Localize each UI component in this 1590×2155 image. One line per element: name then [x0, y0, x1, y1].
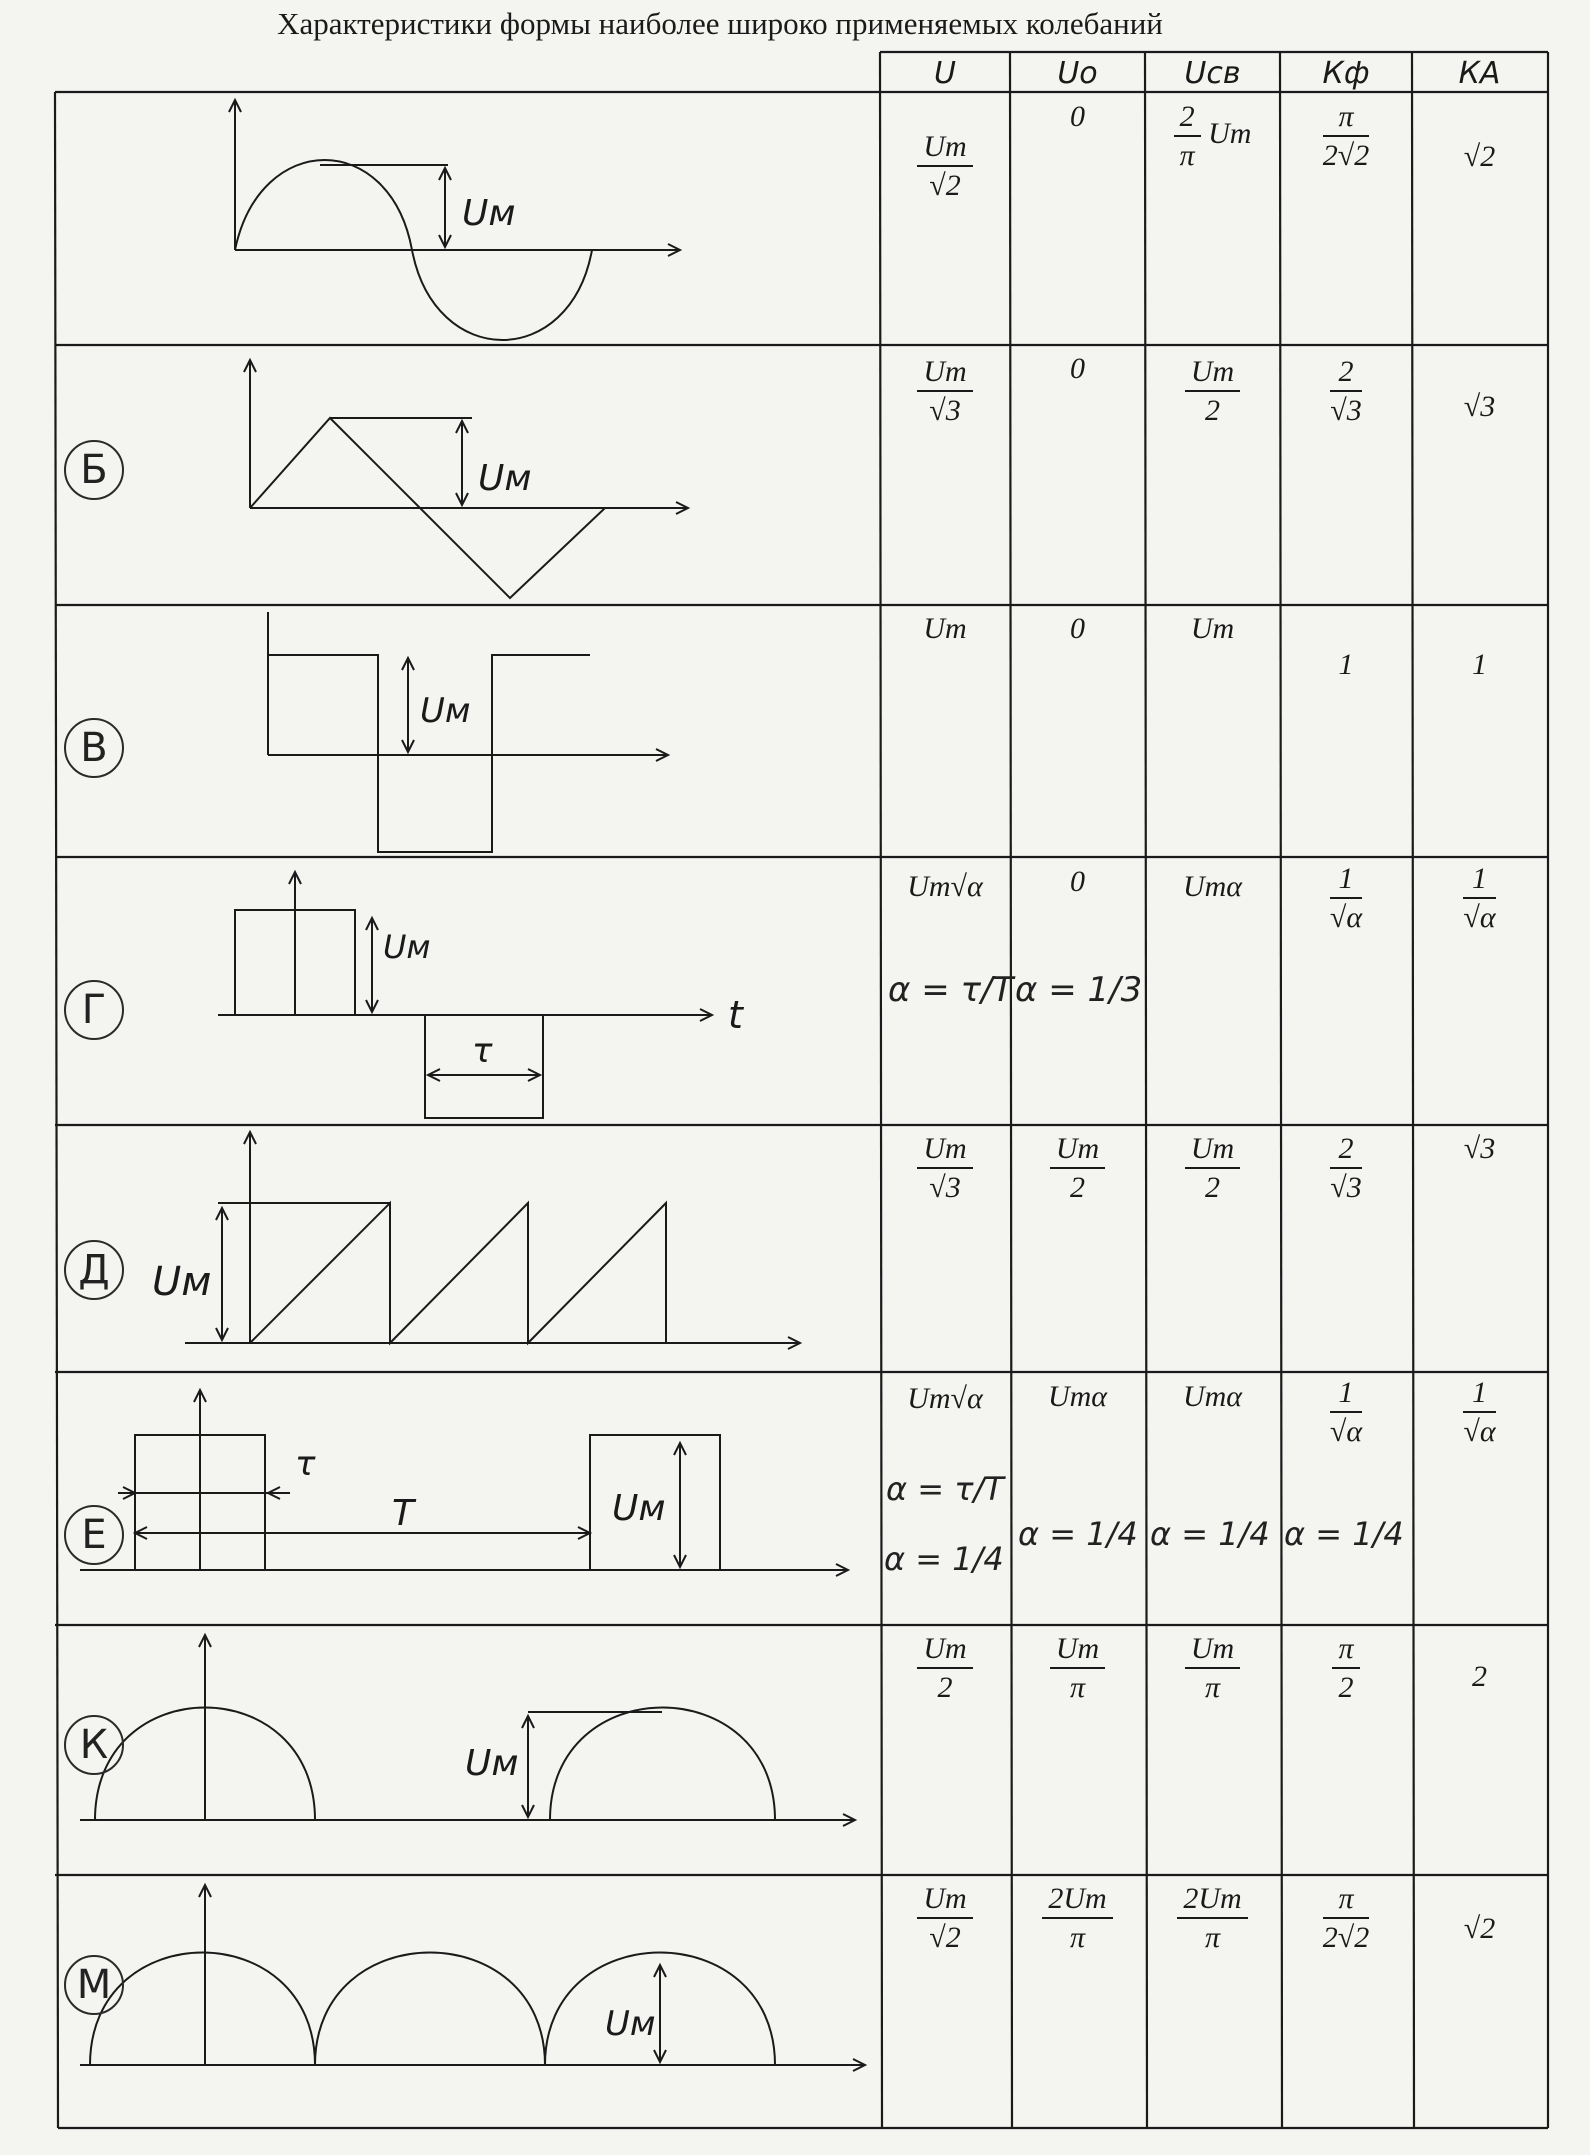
cell-u0-row5: $\frac{Um}{2}$ [1010, 1132, 1145, 1204]
cell-kf-row3: 1 [1338, 648, 1354, 681]
cell-kf-row5: $\frac{2}{√3}$ [1330, 1132, 1362, 1204]
cell-u0-row4: 0 [1070, 865, 1085, 898]
triangle-waveform [244, 360, 688, 598]
cell-u-row6: Um√α [907, 1382, 983, 1415]
alpha-note-u0-row6: α = 1/4 [1018, 1515, 1138, 1553]
sine-waveform [229, 100, 680, 340]
svg-text:Uм: Uм [605, 2004, 656, 2044]
svg-text:Uм: Uм [152, 1259, 212, 1305]
cell-ucv-row1: $\frac{2}{\pi}$ Um [1145, 100, 1280, 172]
cell-ka-row7: 2 [1472, 1660, 1487, 1693]
cell-ucv-row7: $\frac{Um}{\pi}$ [1145, 1632, 1280, 1704]
svg-text:t: t [728, 993, 743, 1037]
header-u0: Uo [1057, 56, 1098, 91]
svg-text:Uм: Uм [612, 1488, 666, 1529]
svg-text:T: T [392, 1493, 414, 1534]
cell-u-row2: $\frac{Um}{√3}$ [880, 355, 1010, 427]
cell-ucv-row8: $\frac{2Um}{\pi}$ [1145, 1882, 1280, 1954]
cell-ucv-row6: Umα [1182, 1380, 1243, 1413]
cell-u0-row6: Umα [1047, 1380, 1108, 1413]
cell-kf-row8: $\frac{\pi}{2√2}$ [1322, 1882, 1370, 1954]
svg-text:Uм: Uм [383, 928, 431, 966]
cell-u0-row1: 0 [1070, 100, 1085, 133]
row-label-d: Д [64, 1240, 124, 1300]
cell-kf-row7: $\frac{\pi}{2}$ [1280, 1632, 1412, 1704]
alpha-note-ucv-row6: α = 1/4 [1150, 1515, 1270, 1553]
header-u: U [934, 56, 956, 91]
half-wave-waveform [80, 1635, 855, 1826]
svg-text:Uм: Uм [420, 691, 471, 731]
cell-u-row3: Um [923, 612, 967, 645]
cell-ka-row3: 1 [1472, 648, 1487, 681]
row-label-v: В [64, 718, 124, 778]
cell-kf-row2: $\frac{2}{√3}$ [1330, 355, 1362, 427]
header-kf: Кф [1322, 56, 1370, 91]
alpha-note-formula-row6: α = τ/T [886, 1470, 1004, 1508]
svg-text:Uм: Uм [478, 458, 532, 499]
row-label-g: Г [64, 980, 124, 1040]
cell-u-row8: $\frac{Um}{√2}$ [880, 1882, 1010, 1954]
row-label-k: К [64, 1715, 124, 1775]
bipolar-pulse-waveform [218, 872, 745, 1118]
cell-u0-row3: 0 [1070, 612, 1085, 645]
header-ka: КА [1458, 56, 1501, 91]
cell-ucv-row4: Umα [1182, 870, 1243, 903]
cell-ucv-row5: $\frac{Um}{2}$ [1145, 1132, 1280, 1204]
alpha-note-value-row4: α = 1/3 [1015, 970, 1143, 1010]
alpha-note-value-row6: α = 1/4 [884, 1540, 1004, 1578]
full-wave-waveform [80, 1885, 865, 2071]
cell-ucv-row2: $\frac{Um}{2}$ [1145, 355, 1280, 427]
sawtooth-waveform [152, 1132, 800, 1349]
svg-text:Uм: Uм [462, 193, 516, 234]
row-label-b: Б [64, 440, 124, 500]
cell-ka-row5: √3 [1463, 1132, 1496, 1165]
header-ucv: Uсв [1184, 56, 1241, 91]
cell-u0-row2: 0 [1070, 352, 1085, 385]
alpha-note-kf-row6: α = 1/4 [1284, 1515, 1404, 1553]
svg-text:Uм: Uм [465, 1743, 519, 1784]
cell-ka-row4: $\frac{1}{√\alpha}$ [1463, 862, 1496, 934]
alpha-note-formula-row4: α = τ/T [888, 970, 1014, 1010]
row-label-m: М [64, 1955, 124, 2015]
cell-u-row5: $\frac{Um}{√3}$ [880, 1132, 1010, 1204]
cell-u0-row8: $\frac{2Um}{\pi}$ [1010, 1882, 1145, 1954]
cell-kf-row4: $\frac{1}{√\alpha}$ [1329, 862, 1363, 934]
cell-kf-row6: $\frac{1}{√\alpha}$ [1329, 1376, 1363, 1448]
square-waveform [268, 612, 668, 852]
cell-u-row7: $\frac{Um}{2}$ [880, 1632, 1010, 1704]
svg-text:τ: τ [472, 1031, 493, 1071]
cell-kf-row1: $\frac{\pi}{2√2}$ [1322, 100, 1370, 172]
cell-u-row4: Um√α [907, 870, 983, 903]
cell-u0-row7: $\frac{Um}{\pi}$ [1010, 1632, 1145, 1704]
page-title: Характеристики формы наиболее широко применяемых колебаний [277, 6, 1163, 41]
row-label-e: Е [64, 1505, 124, 1565]
svg-text:τ: τ [295, 1444, 316, 1484]
cell-ka-row2: √3 [1463, 390, 1496, 423]
cell-ka-row1: √2 [1463, 140, 1496, 173]
unipolar-pulse-waveform [80, 1390, 848, 1576]
cell-u-row1: $\frac{Um}{√2}$ [880, 130, 1010, 202]
cell-ka-row6: $\frac{1}{√\alpha}$ [1463, 1376, 1496, 1448]
cell-ka-row8: √2 [1463, 1912, 1496, 1945]
cell-ucv-row3: Um [1190, 612, 1235, 645]
